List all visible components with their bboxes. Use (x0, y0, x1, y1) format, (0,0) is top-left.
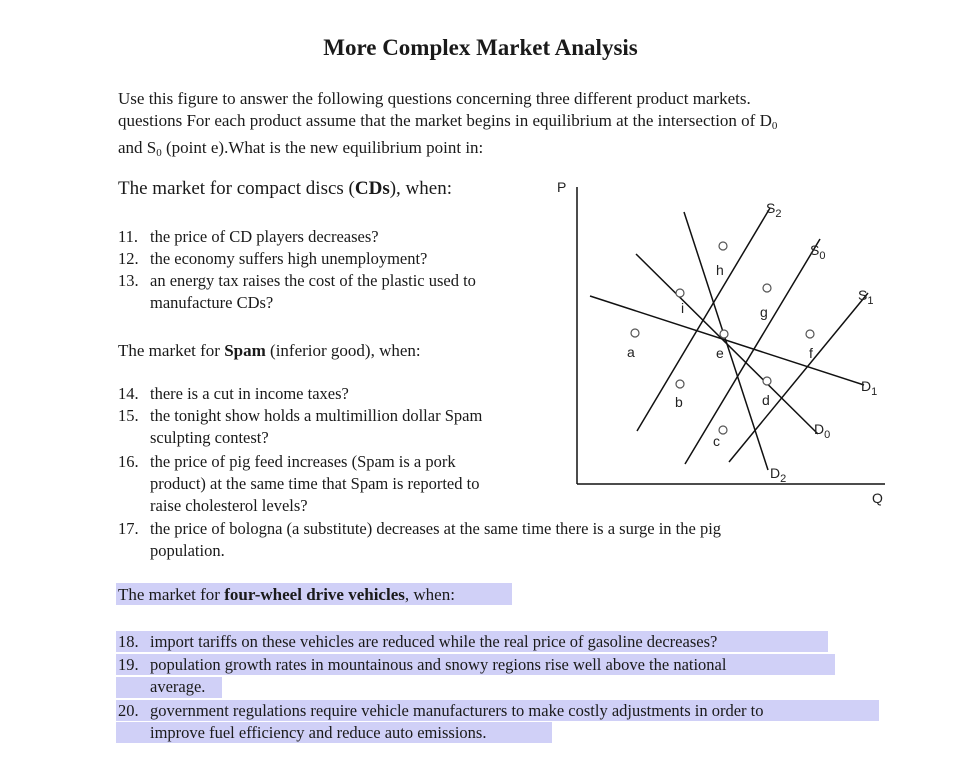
point-e (720, 330, 728, 338)
supply-curve-s1 (729, 293, 868, 462)
point-d (763, 377, 771, 385)
intro-line-3: and $S_0$ (point e).What is the new equilibrium point in: (118, 138, 484, 159)
point-e-label: e (716, 345, 724, 361)
question-15: 15. the tonight show holds a multimillion dollar Spam sculpting contest? (118, 406, 483, 447)
point-b (676, 380, 684, 388)
question-20: 20. government regulations require vehicle manufacturers to make costly adjustments in order to improve fuel efficiency and reduce auto emissions. (118, 701, 764, 742)
point-a (631, 329, 639, 337)
supply-curve-s2 (637, 208, 770, 431)
point-i (676, 289, 684, 297)
point-b-label: b (675, 394, 683, 410)
point-a-label: a (627, 344, 635, 360)
price-axis-label: P (557, 179, 567, 195)
point-h-label: h (716, 262, 724, 278)
label-s2: $S_2$ (766, 200, 782, 220)
label-s0: $S_0$ (810, 242, 826, 262)
question-16: 16. the price of pig feed increases (Spam is a pork product) at the same time that Spam is reported to raise cholesterol levels? (118, 452, 480, 515)
point-c (719, 426, 727, 434)
market-spam-heading: The market for Spam (inferior good), when: (118, 341, 421, 360)
supply-curve-s0 (685, 239, 820, 464)
point-f (806, 330, 814, 338)
question-12: 12. the economy suffers high unemployment? (118, 249, 428, 268)
market-cds-heading: The market for compact discs (CDs), when: (118, 178, 452, 199)
intro-line-1: Use this figure to answer the following questions concerning three different product markets. (118, 89, 751, 108)
page-title: More Complex Market Analysis (323, 35, 638, 60)
point-i-label: i (681, 300, 685, 316)
point-f-label: f (809, 345, 813, 361)
label-d1: $D_1$ (861, 378, 878, 398)
question-13: 13. an energy tax raises the cost of the plastic used to manufacture CDs? (118, 271, 476, 312)
point-h (719, 242, 727, 250)
intro-line-2: questions For each product assume that the market begins in equilibrium at the intersection of $D_0$ (118, 111, 778, 132)
question-18: 18. import tariffs on these vehicles are reduced while the real price of gasoline decreases? (118, 632, 718, 651)
question-17: 17. the price of bologna (a substitute) decreases at the same time there is a surge in the pig population. (118, 519, 722, 560)
market-4wd-heading: The market for four-wheel drive vehicles, when: (118, 585, 455, 604)
point-c-label: c (713, 433, 720, 449)
demand-curve-d1 (590, 296, 864, 385)
question-19: 19. population growth rates in mountainous and snowy regions rise well above the national average. (118, 655, 727, 696)
point-g-label: g (760, 304, 768, 320)
question-11: 11. the price of CD players decreases? (118, 227, 379, 246)
point-d-label: d (762, 392, 770, 408)
label-d0: $D_0$ (814, 421, 831, 441)
label-d2: $D_2$ (770, 465, 787, 485)
point-g (763, 284, 771, 292)
question-14: 14. there is a cut in income taxes? (118, 384, 349, 403)
label-s1: $S_1$ (858, 287, 874, 307)
quantity-axis-label: Q (872, 490, 883, 506)
